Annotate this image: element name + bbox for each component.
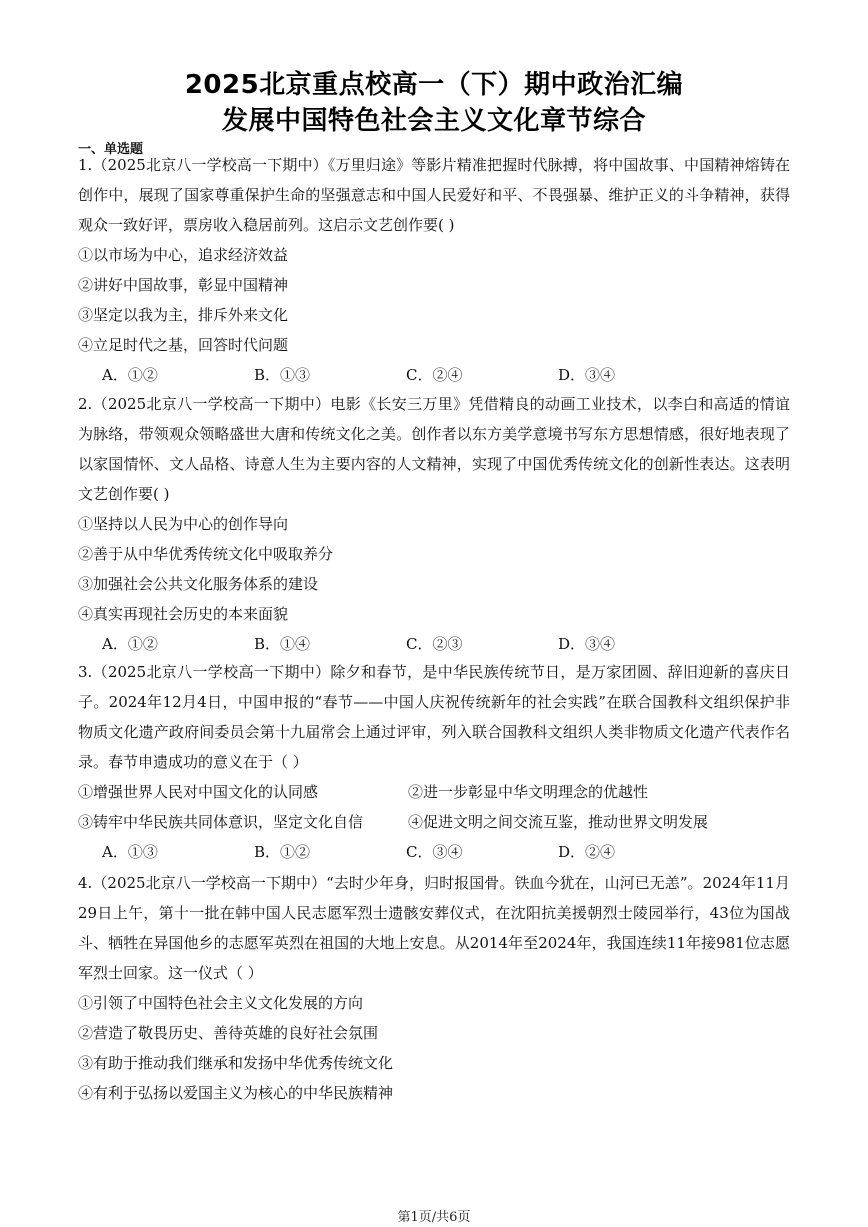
statement-row bbox=[78, 807, 790, 837]
statement-4: ④促进文明之间交流互鉴，推动世界文明发展 bbox=[408, 813, 709, 831]
choice-b[interactable]: B．①② bbox=[254, 843, 311, 861]
choice-a[interactable]: A．①② bbox=[102, 366, 158, 384]
answer-choices bbox=[78, 360, 790, 390]
choice-d[interactable]: D．②④ bbox=[558, 843, 616, 861]
statement-3: ③有助于推动我们继承和发扬中华优秀传统文化 bbox=[78, 1054, 394, 1072]
statement-4: ④真实再现社会历史的本来面貌 bbox=[78, 605, 289, 623]
statement-row bbox=[78, 777, 790, 807]
answer-choices bbox=[78, 629, 790, 659]
question-stem: 2.（2025北京八一学校高一下期中）电影《长安三万里》凭借精良的动画工业技术，以李白和高适的情谊为脉络，带领观众领略盛世大唐和传统文化之美。创作者以东方美学意境书写东方思想情感，很好地表现了以家国情怀、文人品格、诗意人生为主要内容的人文精神，实现了中国优秀传统文化的创新性表达。这表明文艺创作要( ) bbox=[78, 395, 790, 503]
statement-3: ③坚定以我为主，排斥外来文化 bbox=[78, 306, 289, 324]
statement-2: ②善于从中华优秀传统文化中吸取养分 bbox=[78, 545, 334, 563]
choice-c[interactable]: C．②④ bbox=[406, 366, 463, 384]
choice-d[interactable]: D．③④ bbox=[558, 635, 616, 653]
question-stem: 1.（2025北京八一学校高一下期中）《万里归途》等影片精准把握时代脉搏，将中国故事、中国精神熔铸在创作中，展现了国家尊重保护生命的坚强意志和中国人民爱好和平、不畏强暴、维护正义的斗争精神，获得观众一致好评，票房收入稳居前列。这启示文艺创作要( ) bbox=[78, 156, 790, 234]
choice-d[interactable]: D．③④ bbox=[558, 366, 616, 384]
question-4 bbox=[78, 868, 790, 1108]
statement-3: ③加强社会公共文化服务体系的建设 bbox=[78, 575, 319, 593]
choice-a[interactable]: A．①② bbox=[102, 635, 158, 653]
statement-1: ①以市场为中心，追求经济效益 bbox=[78, 246, 289, 264]
question-1 bbox=[78, 150, 790, 390]
statement-2: ②进一步彰显中华文明理念的优越性 bbox=[408, 783, 649, 801]
question-stem: 3.（2025北京八一学校高一下期中）除夕和春节，是中华民族传统节日，是万家团圆、辞旧迎新的喜庆日子。2024年12月4日，中国申报的“春节——中国人庆祝传统新年的社会实践”在联合国教科文组织保护非物质文化遗产政府间委员会第十九届常会上通过评审，列入联合国教科文组织人类非物质文化遗产代表作名录。春节申遗成功的意义在于（ ） bbox=[78, 663, 790, 771]
choice-b[interactable]: B．①④ bbox=[254, 635, 311, 653]
statement-4: ④立足时代之基，回答时代问题 bbox=[78, 336, 289, 354]
statement-1: ①引领了中国特色社会主义文化发展的方向 bbox=[78, 994, 364, 1012]
question-2 bbox=[78, 389, 790, 659]
page-subtitle: 发展中国特色社会主义文化章节综合 bbox=[221, 106, 646, 136]
choice-a[interactable]: A．①③ bbox=[102, 843, 158, 861]
answer-choices bbox=[78, 837, 790, 867]
choice-c[interactable]: C．②③ bbox=[406, 635, 463, 653]
choice-b[interactable]: B．①③ bbox=[254, 366, 311, 384]
statement-2: ②营造了敬畏历史、善待英雄的良好社会氛围 bbox=[78, 1024, 379, 1042]
statement-1: ①坚持以人民为中心的创作导向 bbox=[78, 515, 289, 533]
question-3 bbox=[78, 657, 790, 867]
statement-2: ②讲好中国故事，彰显中国精神 bbox=[78, 276, 289, 294]
choice-c[interactable]: C．③④ bbox=[406, 843, 463, 861]
statement-4: ④有利于弘扬以爱国主义为核心的中华民族精神 bbox=[78, 1084, 394, 1102]
statement-1: ①增强世界人民对中国文化的认同感 bbox=[78, 783, 319, 801]
page-footer: 第1页/共6页 bbox=[397, 1210, 471, 1225]
statement-3: ③铸牢中华民族共同体意识，坚定文化自信 bbox=[78, 813, 364, 831]
section-heading: 一、单选题 bbox=[78, 142, 144, 157]
question-stem: 4.（2025北京八一学校高一下期中）“去时少年身，归时报国骨。铁血今犹在，山河已无恙”。2024年11月29日上午，第十一批在韩中国人民志愿军烈士遗骸安葬仪式，在沈阳抗美援朝烈士陵园举行，43位为国战斗、牺牲在异国他乡的志愿军英烈在祖国的大地上安息。从2014年至2024年，我国连续11年接981位志愿军烈士回家。这一仪式（ ） bbox=[78, 874, 790, 982]
page-title: 2025北京重点校高一（下）期中政治汇编 bbox=[184, 70, 684, 100]
